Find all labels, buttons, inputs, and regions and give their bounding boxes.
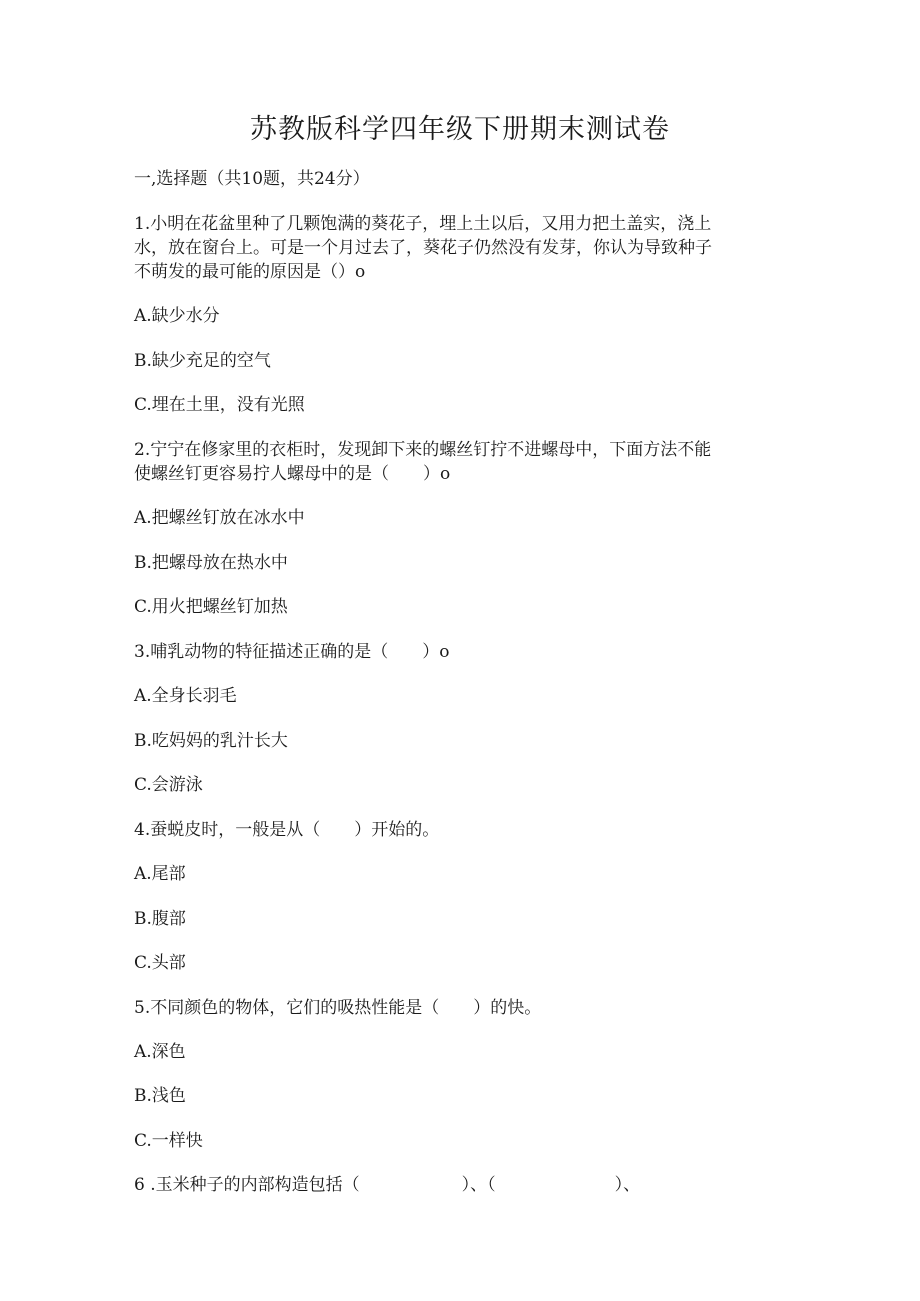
question-1-option-a: A.缺少水分 [134, 306, 220, 326]
question-2-line-1: 2.宁宁在修家里的衣柜时，发现卸下来的螺丝钉拧不进螺母中，下面方法不能 [134, 440, 712, 460]
question-1-line-3: 不萌发的最可能的原因是（）o [134, 262, 366, 282]
question-5-option-b: B.浅色 [134, 1086, 186, 1106]
question-3-option-b: B.吃妈妈的乳汁长大 [134, 731, 288, 751]
section-header: 一,选择题（共10题，共24分） [134, 169, 370, 189]
question-6-line-1: 6 .玉米种子的内部构造包括（ ）、（ ）、 [134, 1175, 641, 1195]
question-2-line-2: 使螺丝钉更容易拧人螺母中的是（ ）o [134, 464, 451, 484]
question-4-line-1: 4.蚕蜕皮时，一般是从（ ）开始的。 [134, 820, 440, 840]
question-2-option-b: B.把螺母放在热水中 [134, 553, 288, 573]
question-5-line-1: 5.不同颜色的物体，它们的吸热性能是（ ）的快。 [134, 998, 542, 1018]
question-5-option-a: A.深色 [134, 1042, 186, 1062]
question-3-option-a: A.全身长羽毛 [134, 686, 237, 706]
question-1-line-2: 水，放在窗台上。可是一个月过去了，葵花子仍然没有发芽，你认为导致种子 [134, 238, 712, 258]
question-4-option-b: B.腹部 [134, 909, 186, 929]
page-title: 苏教版科学四年级下册期末测试卷 [250, 114, 670, 145]
question-2-option-c: C.用火把螺丝钉加热 [134, 597, 288, 617]
question-1-option-c: C.埋在土里，没有光照 [134, 395, 305, 415]
question-3-line-1: 3.哺乳动物的特征描述正确的是（ ）o [134, 642, 450, 662]
question-1-option-b: B.缺少充足的空气 [134, 351, 271, 371]
question-3-option-c: C.会游泳 [134, 775, 203, 795]
question-4-option-c: C.头部 [134, 953, 186, 973]
question-1-line-1: 1.小明在花盆里种了几颗饱满的葵花子，埋上土以后，又用力把土盖实，浇上 [134, 214, 712, 234]
question-2-option-a: A.把螺丝钉放在冰水中 [134, 508, 305, 528]
question-5-option-c: C.一样快 [134, 1131, 203, 1151]
question-4-option-a: A.尾部 [134, 864, 186, 884]
